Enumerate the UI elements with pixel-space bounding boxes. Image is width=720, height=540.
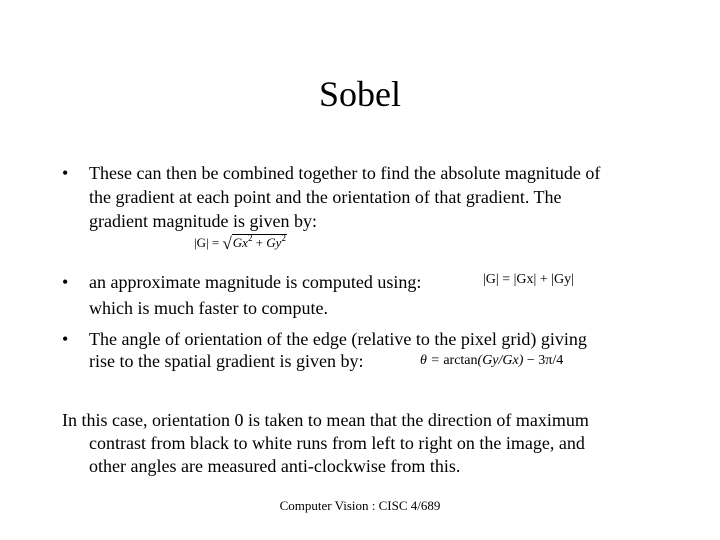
paragraph-line-1: In this case, orientation 0 is taken to mean that the direction of maximum <box>62 410 589 430</box>
magnitude-term-gx: Gx <box>232 235 248 250</box>
bullet-marker: • <box>62 163 69 183</box>
paragraph-line-2: contrast from black to white runs from left to right on the image, and <box>89 433 585 453</box>
magnitude-formula-lhs: |G| = <box>194 235 223 250</box>
paragraph-line-3: other angles are measured anti-clockwise from this. <box>89 456 461 476</box>
approx-formula-text: |G| = |Gx| + |Gy| <box>483 272 574 287</box>
bullet-2-line-1: an approximate magnitude is computed using: <box>89 272 422 292</box>
bullet-marker: • <box>62 329 69 349</box>
magnitude-plus: + <box>252 235 267 250</box>
magnitude-exp-1: 2 <box>247 233 253 243</box>
magnitude-exp-2: 2 <box>281 233 286 243</box>
magnitude-formula <box>194 234 287 253</box>
bullet-1-line-3: gradient magnitude is given by: <box>89 211 317 231</box>
angle-fn: arctan <box>443 353 478 368</box>
bullet-3-line-1: The angle of orientation of the edge (relative to the pixel grid) giving <box>89 329 587 349</box>
approx-magnitude-formula <box>483 271 574 289</box>
sqrt-symbol: $√Gx^2 + Gy^2$ <box>222 233 286 253</box>
angle-lhs: θ = <box>420 353 444 368</box>
bullet-1-line-2: the gradient at each point and the orientation of that gradient. The <box>89 187 562 207</box>
bullet-marker: • <box>62 272 69 292</box>
angle-rhs: − 3π/4 <box>523 353 564 368</box>
bullet-3-line-2: rise to the spatial gradient is given by: <box>89 351 364 371</box>
angle-arg: (Gy/Gx) <box>477 353 524 368</box>
slide-footer: Computer Vision : CISC 4/689 <box>279 498 441 513</box>
continuation-text: which is much faster to compute. <box>89 298 328 318</box>
angle-formula <box>420 352 563 370</box>
magnitude-term-gy: Gy <box>266 235 282 250</box>
slide-title: Sobel <box>318 74 401 114</box>
bullet-1-line-1: These can then be combined together to find the absolute magnitude of <box>89 163 601 183</box>
